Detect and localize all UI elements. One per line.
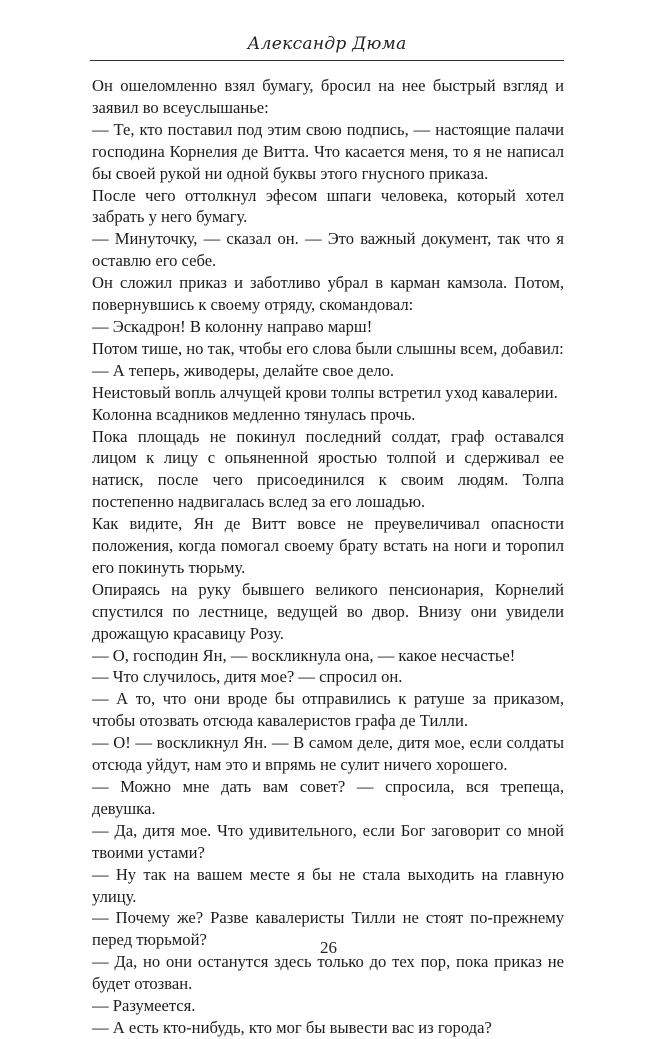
- paragraph: Неистовый вопль алчущей крови толпы встретил уход кавалерии.: [92, 382, 558, 402]
- paragraph: Пока площадь не покинул последний солдат, граф оставался лицом к лицу с опьяненной яростью толпой и сдерживал ее натиск, после чего присоединился к своим людям. Толпа постепенно надвигалась вслед за его лошадью.: [92, 426, 564, 512]
- paragraph: — Те, кто поставил под этим свою подпись, — настоящие палачи господина Корнелия де Витта. Что касается меня, то я не написал бы своей рукой ни одной буквы этого гнусного приказа.: [92, 119, 564, 183]
- paragraph: Колонна всадников медленно тянулась прочь.: [92, 404, 416, 424]
- running-title: Александр Дюма: [247, 34, 407, 54]
- paragraph: — Да, но они останутся здесь только до тех пор, пока приказ не будет отозван.: [92, 952, 564, 994]
- paragraph: Он сложил приказ и заботливо убрал в карман камзола. Потом, повернувшись к своему отряду, скомандовал:: [92, 273, 564, 315]
- paragraph: — Можно мне дать вам совет? — спросила, вся трепеща, девушка.: [92, 777, 564, 818]
- paragraph: — Что случилось, дитя мое? — спросил он.: [92, 667, 403, 687]
- header-divider: [90, 60, 564, 61]
- paragraph: — Почему же? Разве кавалеристы Тилли не стоят по-прежнему перед тюрьмой?: [92, 908, 564, 950]
- paragraph: — О, господин Ян, — воскликнула она, — какое несчастье!: [92, 645, 516, 665]
- paragraph: — Да, дитя мое. Что удивительного, если Бог заговорит со мной твоими устами?: [92, 820, 564, 862]
- paragraph: — Эскадрон! В колонну направо марш!: [92, 316, 373, 336]
- paragraph: Опираясь на руку бывшего великого пенсионария, Корнелий спустился по лестнице, ведущей во двор. Внизу они увидели дрожащую красавицу Розу.: [92, 579, 564, 643]
- paragraph: После чего оттолкнул эфесом шпаги человека, который хотел забрать у него бумагу.: [92, 185, 564, 227]
- body-text: [92, 75, 564, 1039]
- paragraph: — О! — воскликнул Ян. — В самом деле, дитя мое, если солдаты отсюда уйдут, нам это и впрямь не сулит ничего хорошего.: [92, 733, 564, 775]
- paragraph: — Минуточку, — сказал он. — Это важный документ, так что я оставлю его себе.: [92, 229, 564, 271]
- paragraph: Потом тише, но так, чтобы его слова были слышны всем, добавил:: [92, 338, 564, 358]
- paragraph: Он ошеломленно взял бумагу, бросил на нее быстрый взгляд и заявил во всеуслышанье:: [92, 76, 564, 117]
- paragraph: Как видите, Ян де Витт вовсе не преувеличивал опасности положения, когда помогал своему брату встать на ноги и торопил его покинуть тюрьму.: [92, 514, 564, 577]
- paragraph: — Ну так на вашем месте я бы не стала выходить на главную улицу.: [92, 864, 564, 906]
- page-number: 26: [320, 938, 337, 957]
- paragraph: — А теперь, живодеры, делайте свое дело.: [92, 360, 395, 380]
- paragraph: — А есть кто-нибудь, кто мог бы вывести вас из города?: [92, 1017, 492, 1037]
- paragraph: — Разумеется.: [92, 996, 196, 1016]
- paragraph: — А то, что они вроде бы отправились к ратуше за приказом, чтобы отозвать отсюда кавалеристов графа де Тилли.: [92, 689, 564, 731]
